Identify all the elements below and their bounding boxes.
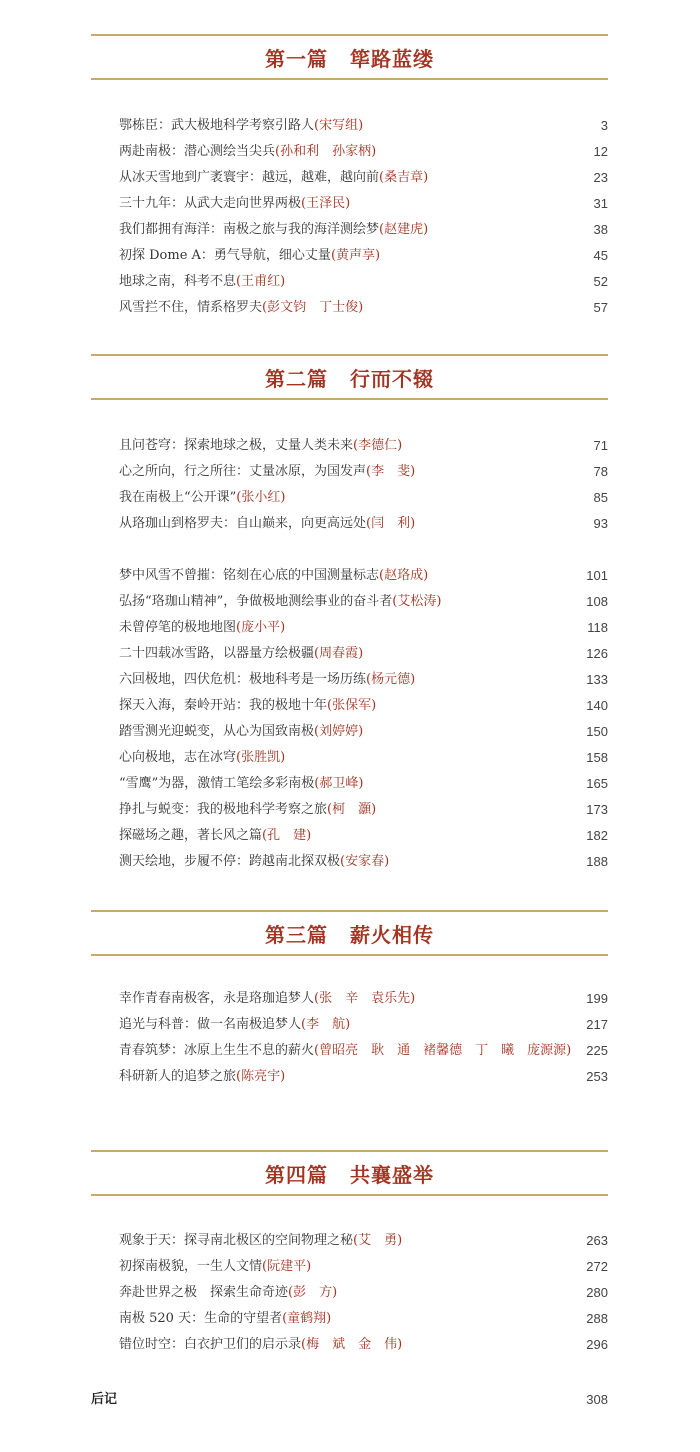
- section-1: [91, 34, 608, 80]
- entry-author: (柯 灝): [327, 802, 377, 817]
- divider: [91, 354, 608, 356]
- page-number: 280: [586, 1285, 608, 1300]
- page-number: 272: [586, 1259, 608, 1274]
- entry-author: (张小红): [236, 490, 286, 505]
- entry-title: 鄂栋臣：武大极地科学考察引路人: [119, 118, 315, 133]
- page-number: 288: [586, 1311, 608, 1326]
- section-header: [91, 1150, 608, 1196]
- toc-entry[interactable]: [119, 1256, 608, 1278]
- entry-author: (桑吉章): [379, 170, 429, 185]
- page-number: 150: [586, 724, 608, 739]
- entry-title: 心之所向，行之所往：丈量冰原，为国发声: [119, 464, 367, 479]
- section-header: [91, 910, 608, 956]
- entry-author: (赵珞成): [379, 568, 429, 583]
- page-number: 140: [586, 698, 608, 713]
- entry-author: (曾昭亮 耿 通 褚馨德 丁 曦 庞源源): [314, 1043, 572, 1058]
- page-number: 217: [586, 1017, 608, 1032]
- entry-author: (梅 斌 金 伟): [301, 1337, 403, 1352]
- entry-title: 初探 Dome A：勇气导航，细心丈量: [119, 248, 331, 263]
- toc-entry[interactable]: [119, 167, 608, 189]
- entry-author: (李 斐): [366, 464, 416, 479]
- toc-entry[interactable]: [119, 565, 608, 587]
- page-number: 173: [586, 802, 608, 817]
- entry-title: 且问苍穹：探索地球之极，丈量人类未来: [119, 438, 354, 453]
- entry-title: 探天入海，秦岭开站：我的极地十年: [119, 698, 328, 713]
- entry-author: (赵建虎): [379, 222, 429, 237]
- section-title: [91, 919, 608, 948]
- section-4: [91, 1150, 608, 1196]
- entry-title: 初探南极貌，一生人文情: [119, 1259, 263, 1274]
- page-number: 253: [586, 1069, 608, 1084]
- entry-title: 未曾停笔的极地地图: [119, 620, 237, 635]
- entry-title: 心向极地，志在冰穹: [119, 750, 237, 765]
- page-number: 3: [600, 118, 608, 133]
- section-number: 第三篇: [265, 923, 328, 947]
- section-3: [91, 910, 608, 956]
- entry-title: “雪鹰”为器，激情工笔绘多彩南极: [119, 776, 315, 791]
- toc-entry[interactable]: [119, 721, 608, 743]
- divider: [91, 398, 608, 400]
- toc-entry[interactable]: [119, 695, 608, 717]
- page-number: 126: [586, 646, 608, 661]
- toc-entry[interactable]: [119, 988, 608, 1010]
- entry-title: 幸作青春南极客，永是珞珈追梦人: [119, 991, 315, 1006]
- page-number: 23: [593, 170, 608, 185]
- divider: [91, 910, 608, 912]
- section-2: [91, 354, 608, 400]
- page-number: 12: [593, 144, 608, 159]
- divider: [91, 78, 608, 80]
- entry-author: (庞小平): [236, 620, 286, 635]
- page-number: 85: [593, 490, 608, 505]
- toc-entry[interactable]: [119, 851, 608, 873]
- page-number: 263: [586, 1233, 608, 1248]
- entry-author: (阮建平): [262, 1259, 312, 1274]
- toc-entry[interactable]: [119, 1066, 608, 1088]
- entry-title: 我在南极上“公开课”: [119, 490, 237, 505]
- section-title: [91, 1159, 608, 1188]
- section-title: [91, 363, 608, 392]
- entry-title: 南极 520 天：生命的守望者: [119, 1311, 283, 1326]
- entry-title: 六回极地，四伏危机：极地科考是一场历练: [119, 672, 367, 687]
- toc-entry[interactable]: [119, 1230, 608, 1252]
- entry-author: (彭文钧 丁士俊): [262, 300, 364, 315]
- toc-entry[interactable]: [119, 297, 608, 319]
- divider: [91, 954, 608, 956]
- entry-title: 观象于天：探寻南北极区的空间物理之秘: [119, 1233, 354, 1248]
- section-name: 薪火相传: [350, 923, 434, 947]
- page-number: 71: [593, 438, 608, 453]
- entry-title: 风雪拦不住，情系格罗夫: [119, 300, 263, 315]
- page-number: 188: [586, 854, 608, 869]
- toc-entry[interactable]: [119, 435, 608, 457]
- entry-title: 地球之南，科考不息: [119, 274, 237, 289]
- page-number: 78: [593, 464, 608, 479]
- entry-author: (张 辛 袁乐先): [314, 991, 416, 1006]
- toc-entry[interactable]: [119, 799, 608, 821]
- afterword-entry[interactable]: [91, 1389, 608, 1411]
- entry-title: 错位时空：白衣护卫们的启示录: [119, 1337, 302, 1352]
- divider: [91, 1150, 608, 1152]
- entry-author: (孙和利 孙家柄): [275, 144, 377, 159]
- entry-title: 从冰天雪地到广袤寰宇：越远，越难，越向前: [119, 170, 380, 185]
- entry-title: 两赴南极：潜心测绘当尖兵: [119, 144, 276, 159]
- section-header: [91, 354, 608, 400]
- toc-entry[interactable]: [119, 747, 608, 769]
- entry-title: 测天绘地，步履不停：跨越南北探双极: [119, 854, 341, 869]
- toc-entry[interactable]: [119, 461, 608, 483]
- toc-entry[interactable]: [119, 1334, 608, 1356]
- entry-author: (艾 勇): [353, 1233, 403, 1248]
- toc-entry[interactable]: [119, 1282, 608, 1304]
- page-number: 52: [593, 274, 608, 289]
- toc-entry[interactable]: [119, 617, 608, 639]
- entry-author: (宋写组): [314, 118, 364, 133]
- entry-author: (陈亮宇): [236, 1069, 286, 1084]
- page-number: 45: [593, 248, 608, 263]
- page-number: 31: [593, 196, 608, 211]
- entry-title: 科研新人的追梦之旅: [119, 1069, 237, 1084]
- entry-title: 二十四载冰雪路，以器量方绘极疆: [119, 646, 315, 661]
- page-number: 118: [587, 620, 608, 635]
- entry-title: 踏雪测光迎蜕变，从心为国致南极: [119, 724, 315, 739]
- page-number: 108: [586, 594, 608, 609]
- entry-title: 奔赴世界之极 探索生命奇迹: [119, 1285, 289, 1300]
- toc-entry[interactable]: [119, 141, 608, 163]
- entry-title: 青春筑梦：冰原上生生不息的薪火: [119, 1043, 315, 1058]
- toc-entry[interactable]: [119, 1308, 608, 1330]
- toc-entry[interactable]: [119, 513, 608, 535]
- entry-author: (王泽民): [301, 196, 351, 211]
- entry-author: (彭 方): [288, 1285, 338, 1300]
- divider: [91, 1194, 608, 1196]
- page-number: 38: [593, 222, 608, 237]
- entry-title: 三十九年：从武大走向世界两极: [119, 196, 302, 211]
- section-number: 第二篇: [265, 367, 328, 391]
- entry-title: 梦中风雪不曾摧：铭刻在心底的中国测量标志: [119, 568, 380, 583]
- entry-author: (王甫红): [236, 274, 286, 289]
- section-name: 共襄盛举: [350, 1163, 434, 1187]
- toc-entry[interactable]: [119, 773, 608, 795]
- divider: [91, 34, 608, 36]
- entry-title: 探磁场之趣，著长风之篇: [119, 828, 263, 843]
- page-number: 308: [586, 1392, 608, 1407]
- page-number: 199: [586, 991, 608, 1006]
- entry-author: (李德仁): [353, 438, 403, 453]
- page-number: 225: [586, 1043, 608, 1058]
- entry-title: 我们都拥有海洋：南极之旅与我的海洋测绘梦: [119, 222, 380, 237]
- page-number: 296: [586, 1337, 608, 1352]
- entry-author: (刘婷婷): [314, 724, 364, 739]
- toc-entry[interactable]: [119, 1040, 608, 1062]
- section-number: 第一篇: [265, 47, 328, 71]
- entry-title: 弘扬“珞珈山精神”，争做极地测绘事业的奋斗者: [119, 594, 393, 609]
- page-number: 133: [586, 672, 608, 687]
- entry-author: (黄声享): [330, 248, 381, 263]
- page-number: 158: [586, 750, 608, 765]
- entry-author: (杨元德): [366, 672, 416, 687]
- section-header: [91, 34, 608, 80]
- entry-author: (郝卫峰): [314, 776, 364, 791]
- entry-title: 挣扎与蜕变：我的极地科学考察之旅: [119, 802, 328, 817]
- entry-author: (张胜凯): [236, 750, 286, 765]
- toc-entry[interactable]: [119, 271, 608, 293]
- entry-author: (李 航): [301, 1017, 351, 1032]
- toc-entry[interactable]: [119, 591, 608, 613]
- toc-entry[interactable]: [119, 825, 608, 847]
- toc-entry[interactable]: [119, 669, 608, 691]
- entry-author: (孔 建): [262, 828, 312, 843]
- page-number: 57: [593, 300, 608, 315]
- toc-entry[interactable]: [119, 219, 608, 241]
- section-number: 第四篇: [265, 1163, 328, 1187]
- toc-entry[interactable]: [119, 245, 608, 267]
- page-number: 93: [593, 516, 608, 531]
- toc-entry[interactable]: [119, 115, 608, 137]
- section-name: 行而不辍: [350, 367, 434, 391]
- entry-author: (安家春): [340, 854, 390, 869]
- page-number: 182: [586, 828, 608, 843]
- entry-author: (童鹤翔): [282, 1311, 332, 1326]
- afterword-label: 后记: [91, 1392, 118, 1407]
- page-number: 101: [586, 568, 608, 583]
- toc-entry[interactable]: [119, 1014, 608, 1036]
- entry-author: (艾松涛): [392, 594, 442, 609]
- entry-author: (张保军): [327, 698, 377, 713]
- page-number: 165: [586, 776, 608, 791]
- entry-title: 追光与科普：做一名南极追梦人: [119, 1017, 302, 1032]
- toc-entry[interactable]: [119, 487, 608, 509]
- entry-author: (周春霞): [314, 646, 364, 661]
- toc-entry[interactable]: [119, 193, 608, 215]
- section-name: 筚路蓝缕: [350, 47, 434, 71]
- toc-entry[interactable]: [119, 643, 608, 665]
- entry-title: 从珞珈山到格罗夫：自山巅来，向更高远处: [119, 516, 367, 531]
- section-title: [91, 43, 608, 72]
- entry-author: (闫 利): [366, 516, 416, 531]
